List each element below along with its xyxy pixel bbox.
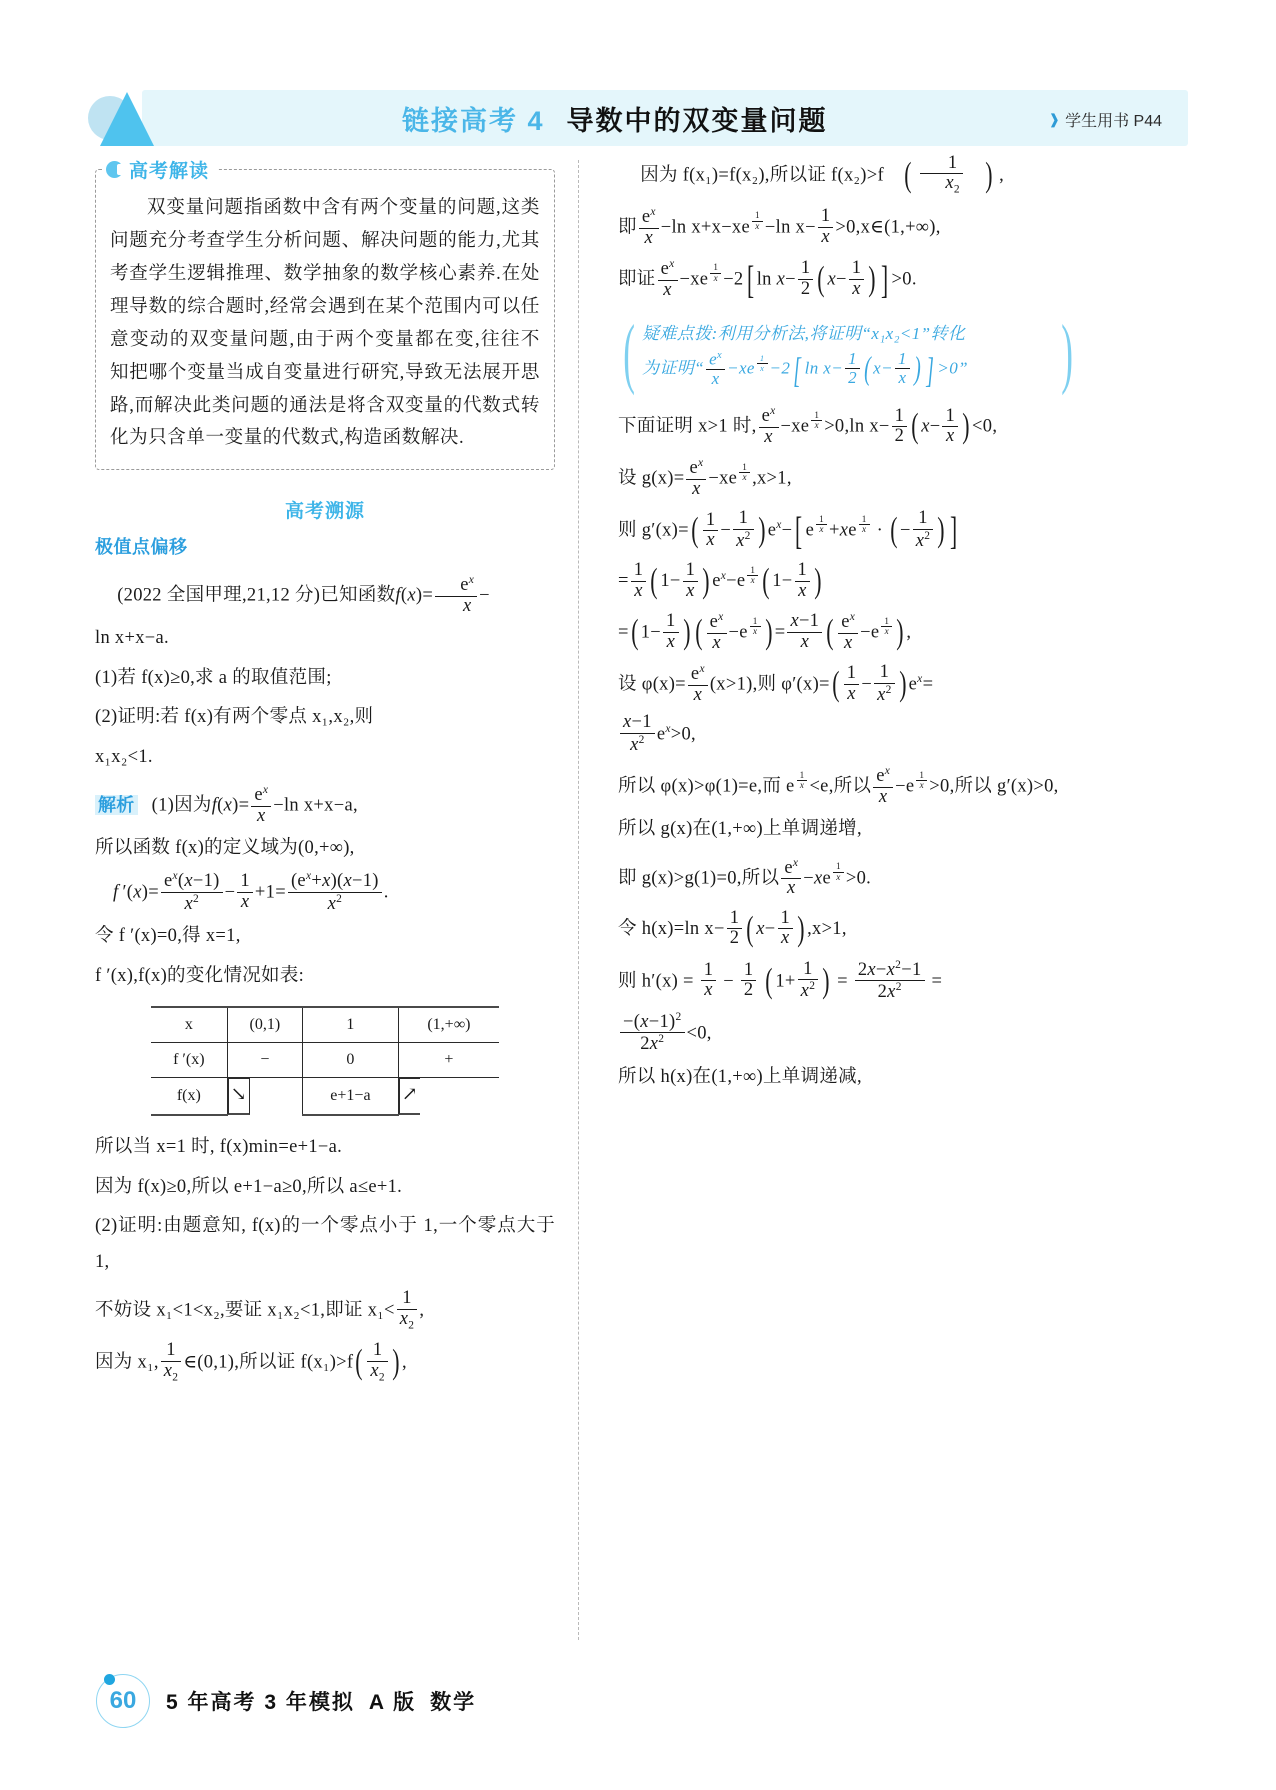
solution-line-5: f ′(x),f(x)的变化情况如表: — [95, 965, 305, 986]
table-header-cell: 1 — [303, 1007, 399, 1043]
student-book-ref — [1048, 108, 1162, 131]
problem-part-2-tail: x₁x₂<1. — [95, 746, 153, 767]
right-r2-end: >0,x∈(1,+∞), — [835, 217, 941, 238]
problem-statement: (2022 全国甲理,21,12 分)已知函数f(x)= $\frac{e^x}{x}$ − — [117, 574, 490, 616]
table-header-cell: (0,1) — [227, 1007, 302, 1043]
column-divider — [578, 160, 579, 1640]
right-r9-lead: 设 φ(x)= — [618, 674, 686, 695]
solution-line-7: 因为 f(x)≥0,所以 e+1−a≥0,所以 a≤e+1. — [95, 1176, 403, 1197]
footer-book-title: 5 年高考 3 年模拟 — [166, 1691, 355, 1714]
table-header-row — [151, 1007, 499, 1043]
page-number: 60 — [109, 1687, 137, 1714]
right-r4-tail: >0,ln x− — [824, 416, 890, 437]
intro-body-text: 双变量问题指函数中含有两个变量的问题,这类问题充分考查学生分析问题、解决问题的能力,尤其考查学生逻辑推理、数学抽象的数学核心素养.在处理导数的综合题时,经常会遇到在某个范围内可以任意变动的双变量问题,由于两个变量都在变,往往不知把哪个变量当成自变量进行研究,导致无法展开思路,而解决此类问题的通法是将含双变量的代数式转化为只含单一变量的代数式,构造函数解决. — [110, 198, 540, 449]
problem-part-1: (1)若 f(x)≥0,求 a 的取值范围; — [95, 667, 332, 688]
right-line-3: 即证 $\frac{e^x}{x}$ −xe $^{\frac{1}{x}}$ −2[ ln x− $\frac{1}{2}$ ( x− $\frac{1}{x}$ ) ] >0. — [618, 258, 917, 302]
chapter-label: 链接高考 4 — [402, 105, 545, 136]
right-r11-mid: <e,所以 — [809, 776, 872, 797]
right-line-2: 即 $\frac{e^x}{x}$ −ln x+x−xe $^{\frac{1}{x}}$ −ln x− $\frac{1}{x}$ >0,x∈(1,+∞), — [618, 206, 941, 248]
note-text-2: 为证明“ — [642, 358, 705, 378]
table-row-label: f(x) — [151, 1078, 227, 1116]
intro-label-text: 高考解读 — [129, 161, 210, 182]
bead-dot-icon — [104, 1674, 115, 1685]
table-header-cell: x — [151, 1007, 227, 1043]
page-title: 导数中的双变量问题 — [566, 105, 828, 136]
solution-l1-lead: (1)因为 — [151, 795, 212, 816]
footer-edition: A 版 — [368, 1691, 417, 1714]
intro-box-label — [104, 156, 217, 183]
right-r15-lead: 则 h′(x) = — [618, 971, 694, 992]
right-line-11: 所以 φ(x)>φ(1)=e,而 e $^{\frac{1}{x}}$ <e,所以 $\frac{e^x}{x}$ −e $^{\frac{1}{x}}$ >0,所以 g′(x)>0, — [618, 765, 1059, 807]
page-number-badge — [96, 1674, 150, 1728]
right-r3-end: >0. — [891, 269, 917, 290]
table-row — [151, 1078, 499, 1116]
right-r6-lead: 则 g′(x)= — [618, 520, 689, 541]
left-column — [95, 155, 555, 1388]
right-line-4: 下面证明 x>1 时, $\frac{e^x}{x}$ −xe $^{\frac{1}{x}}$ >0,ln x− $\frac{1}{2}$ ( x− $\frac{1}{x}$ ) <0, — [618, 405, 998, 448]
right-r2-lead: 即 — [618, 217, 637, 238]
note-label: 疑难点拨: — [642, 324, 718, 344]
chevron-right-icon: ❱ — [1048, 111, 1061, 127]
table-cell: − — [227, 1043, 302, 1078]
footer-book-info — [166, 1686, 476, 1716]
solution-line-9: 不妨设 x₁<1<x₂,要证 x₁x₂<1,即证 x₁< $\frac{1}{x_2}$ , — [95, 1288, 425, 1332]
solution-line-2: 所以函数 f(x)的定义域为(0,+∞), — [95, 838, 355, 859]
solution-l9-lead: 不妨设 x₁<1<x₂,要证 x₁x₂<1,即证 x₁< — [95, 1300, 395, 1321]
right-r3-lead: 即证 — [618, 269, 656, 290]
right-line-7: = $\frac{1}{x}$ ( 1− $\frac{1}{x}$ ) $e^x-e$ $^{\frac{1}{x}}$ ( 1− $\frac{1}{x}$ ) — [618, 560, 822, 601]
right-r3-mid: −xe — [679, 269, 709, 290]
right-r4-lead: 下面证明 x>1 时, — [618, 416, 757, 437]
page-footer — [96, 1674, 476, 1728]
table-header-cell: (1,+∞) — [398, 1007, 499, 1043]
right-r4-end: <0, — [972, 416, 998, 437]
circle-bookmark-icon — [106, 161, 123, 178]
right-line-12: 所以 g(x)在(1,+∞)上单调递增, — [618, 819, 862, 840]
right-r1-lead: 因为 f(x₁)=f(x₂),所以证 f(x₂)>f — [640, 165, 884, 186]
table-cell-arrow-down: ↘ — [228, 1078, 250, 1115]
right-r7-prefix: = — [618, 571, 629, 592]
table-row-label: f ′(x) — [151, 1043, 227, 1078]
right-r13-tail: >0. — [845, 868, 872, 889]
solution-line-4: 令 f ′(x)=0,得 x=1, — [95, 926, 241, 947]
right-line-10: $\frac{x-1}{x^2}$ $e^x>0$, — [618, 714, 1078, 756]
problem-stem-tail: ln x+x−a. — [95, 628, 169, 649]
solution-line-8: (2)证明:由题意知, f(x)的一个零点小于 1,一个零点大于 1, — [95, 1216, 555, 1272]
right-r2-tail2: −ln x− — [764, 217, 816, 238]
right-line-15: 则 h′(x) = $\frac{1}{x}$ − $\frac{1}{2}$ ( 1+ $\frac{1}{x^2}$ ) = $\frac{2x-x^2-1}{2x^2}$ = — [618, 958, 943, 1003]
difficulty-note-box: ( 疑难点拨:利用分析法,将证明“x₁x₂<1”转化 为证明“ $\frac{e^x}{x}$ −xe $^{\frac{1}{x}}$ −2[ ln x− $\frac{1}{2}$ ( x− $\frac{1}{x}$ ) ] >0” ) — [618, 313, 1078, 392]
right-r11-lead: 所以 φ(x)>φ(1)=e,而 e — [618, 776, 795, 797]
source-section-subheading: 极值点偏移 — [95, 537, 188, 558]
right-r13-lead: 即 g(x)>g(1)=0,所以 — [618, 868, 780, 889]
solution-line-1: 解析 (1)因为f(x)= $\frac{e^x}{x}$ −ln x+x−a, — [95, 785, 555, 827]
header-title-group — [142, 90, 1188, 146]
right-line-9: 设 φ(x)= $\frac{e^x}{x}$ (x>1),则 φ′(x)=( $\frac{1}{x}$ − $\frac{1}{x^2}$ ) $e^x=$ — [618, 662, 934, 705]
table-cell-arrow-up: ↗ — [399, 1078, 420, 1115]
solution-derivative-formula: f ′(x)= $\frac{e^x(x-1)}{x^2}$ − $\frac{1}{x}$ +1= $\frac{(e^x+x)(x-1)}{x^2}$ . — [113, 869, 389, 914]
right-r10-tail: >0, — [670, 724, 696, 745]
right-column — [618, 155, 1078, 1100]
right-r4-mid: −xe — [780, 416, 810, 437]
right-line-6: 则 g′(x)=( $\frac{1}{x}$ − $\frac{1}{x^2}$ ) $e^x-$[ e $^{\frac{1}{x}}$ +xe $^{\frac{1}{x}}$ · ( − $\frac{1}{x^2}$ ) ] — [618, 508, 958, 553]
right-r14-tail: ,x>1, — [807, 919, 847, 940]
solution-l10-lead: 因为 x₁, — [95, 1352, 159, 1373]
right-r14-lead: 令 h(x)=ln x− — [618, 919, 725, 940]
solution-l1-tail: −ln x+x−a, — [273, 795, 358, 816]
student-book-ref-label: 学生用书 P44 — [1065, 113, 1162, 130]
right-line-8: =( 1− $\frac{1}{x}$ ) ( $\frac{e^x}{x}$ −e $^{\frac{1}{x}}$ ) = $\frac{x-1}{x}$ ( $\frac{e^x}{x}$ −e $^{\frac{1}{x}}$ ) , — [618, 611, 912, 653]
right-r5-lead: 设 g(x)= — [618, 468, 685, 489]
table-cell: e+1−a — [303, 1078, 399, 1116]
table-cell: + — [398, 1043, 499, 1078]
right-r3-tail: −2 — [723, 269, 744, 290]
solution-tag: 解析 — [95, 795, 138, 815]
note-text-3: >0” — [937, 358, 968, 378]
variation-table — [151, 1006, 499, 1116]
right-r10: e — [656, 724, 666, 745]
right-r8-prefix: = — [618, 622, 629, 643]
note-text-1: 利用分析法,将证明“x₁x₂<1”转化 — [717, 324, 966, 344]
right-r11-tail: >0,所以 g′(x)>0, — [929, 776, 1059, 797]
right-line-14: 令 h(x)=ln x− $\frac{1}{2}$ ( x− $\frac{1}{x}$ ) ,x>1, — [618, 907, 847, 949]
table-cell: 0 — [303, 1043, 399, 1078]
table-row — [151, 1043, 499, 1078]
right-r5-tail: ,x>1, — [752, 468, 792, 489]
right-r16: <0, — [686, 1023, 712, 1044]
right-line-1: 因为 f(x₁)=f(x₂),所以证 f(x₂)>f ( $\frac{1}{x_2}$ ) , — [640, 153, 1005, 197]
right-r2-mid: −ln x+x−xe — [660, 217, 750, 238]
right-line-13: 即 g(x)>g(1)=0,所以 $\frac{e^x}{x}$ −xe $^{\frac{1}{x}}$ >0. — [618, 856, 872, 899]
problem-source: (2022 全国甲理,21,12 分) — [117, 585, 321, 606]
problem-stem-lead: 已知函数 — [320, 585, 396, 606]
page-header — [88, 90, 1188, 146]
solution-line-10: 因为 x₁, $\frac{1}{x_2}$ ∈(0,1),所以证 f(x₁)>f( $\frac{1}{x_2}$ ) , — [95, 1340, 407, 1384]
source-section-heading: 高考溯源 — [284, 501, 365, 523]
footer-subject: 数学 — [430, 1691, 477, 1714]
right-r9-mid: (x>1),则 φ′(x)= — [709, 674, 830, 695]
right-line-5: 设 g(x)= $\frac{e^x}{x}$ −xe $^{\frac{1}{x}}$ ,x>1, — [618, 457, 792, 500]
problem-part-2: (2)证明:若 f(x)有两个零点 x₁,x₂,则 — [95, 707, 374, 728]
right-line-16: $\frac{-(x-1)^2}{2x^2}$ <0, — [618, 1012, 1078, 1056]
right-line-17: 所以 h(x)在(1,+∞)上单调递减, — [618, 1067, 862, 1087]
solution-line-6: 所以当 x=1 时, f(x)min=e+1−a. — [95, 1137, 343, 1158]
solution-l10-mid: ∈(0,1),所以证 f(x₁)>f — [183, 1352, 354, 1373]
right-r5-mid: −xe — [708, 468, 738, 489]
intro-box — [95, 161, 555, 470]
